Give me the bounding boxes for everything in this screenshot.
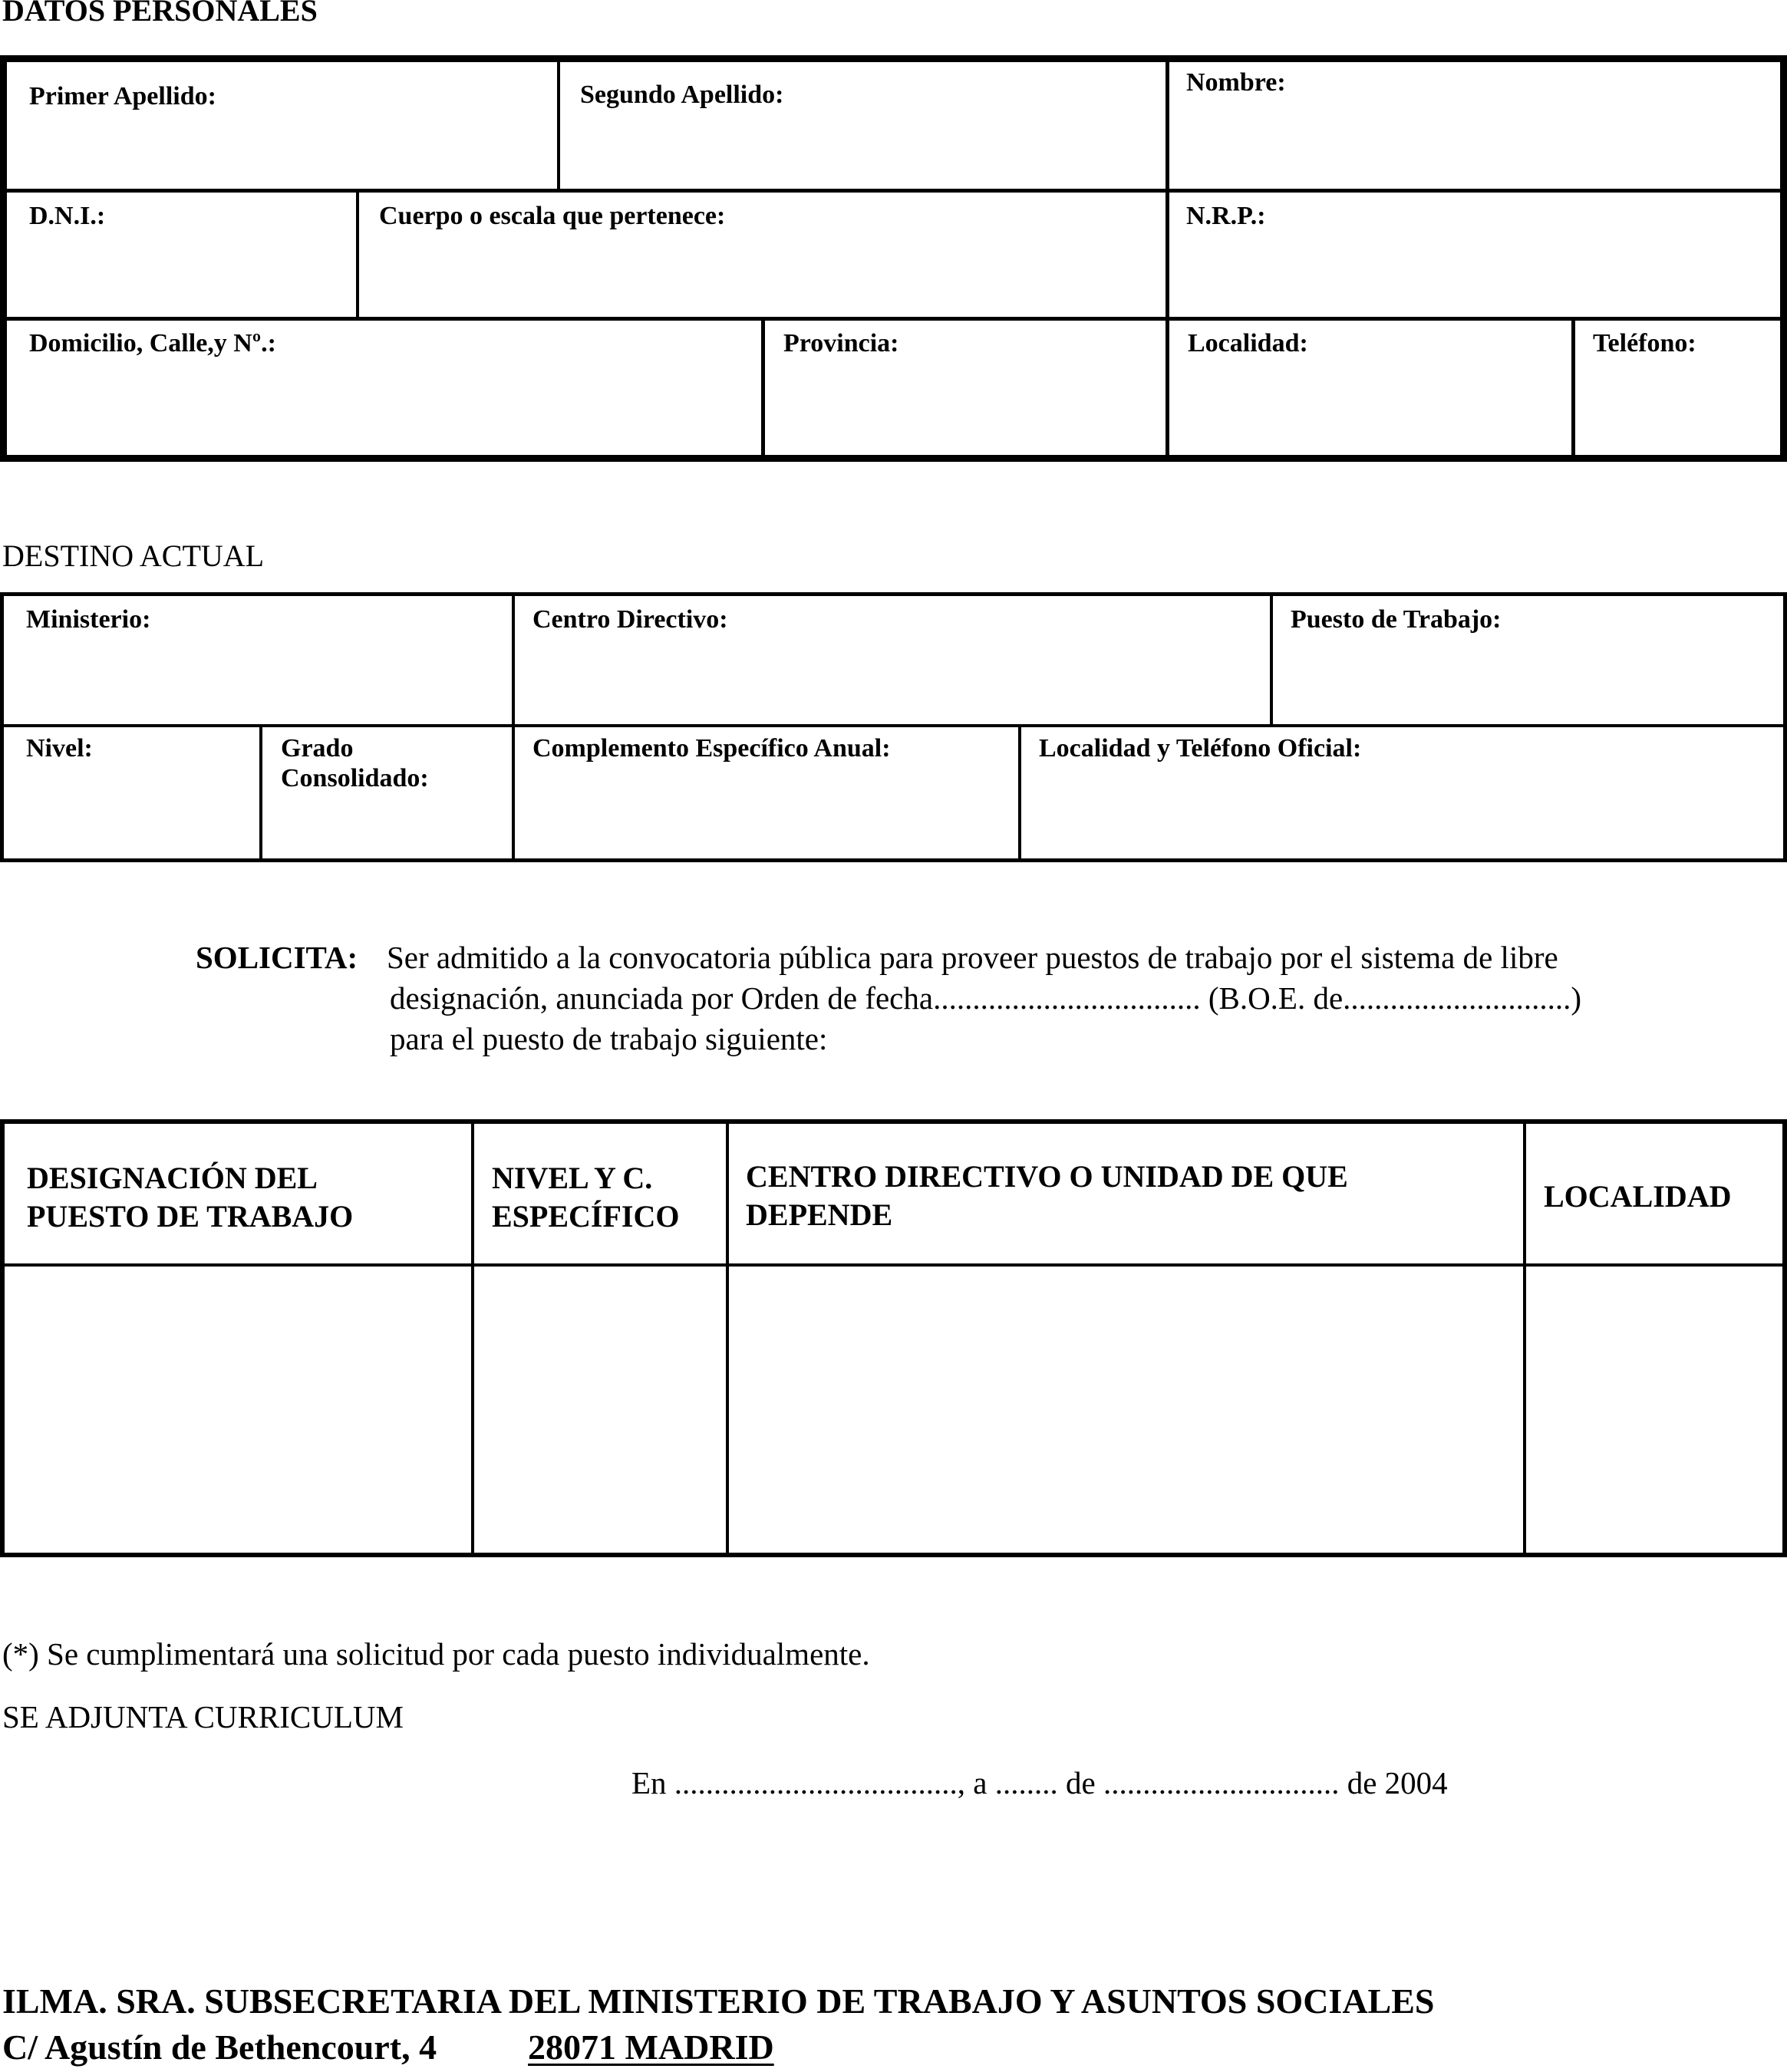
puesto-col-divider <box>1523 1123 1526 1553</box>
domicilio-field[interactable]: Domicilio, Calle,y Nº.: <box>29 329 276 357</box>
note-curriculum: SE ADJUNTA CURRICULUM <box>2 1699 404 1734</box>
puesto-trabajo-field[interactable]: Puesto de Trabajo: <box>1291 605 1502 634</box>
destino-actual-title: DESTINO ACTUAL <box>2 539 265 573</box>
solicita-line-1: Ser admitido a la convocatoria pública para proveer puestos de trabajo por el sistema de libre <box>387 940 1558 975</box>
nrp-field[interactable]: N.R.P.: <box>1186 202 1266 230</box>
grado-label-line2: Consolidado: <box>281 764 429 793</box>
cuerpo-escala-field[interactable]: Cuerpo o escala que pertenece: <box>379 202 726 230</box>
header-nivel <box>492 1159 680 1236</box>
header-centro-line2: DEPENDE <box>746 1197 893 1232</box>
puesto-col-divider <box>471 1123 474 1553</box>
cell-localidad-input[interactable] <box>1527 1267 1782 1551</box>
solicita-line-3: para el puesto de trabajo siguiente: <box>390 1021 828 1056</box>
primer-apellido-field[interactable]: Primer Apellido: <box>29 82 216 110</box>
provincia-field[interactable]: Provincia: <box>783 329 899 357</box>
localidad-telefono-oficial-field[interactable]: Localidad y Teléfono Oficial: <box>1039 734 1362 763</box>
cell-centro-input[interactable] <box>730 1267 1522 1551</box>
footer-city: 28071 MADRID <box>528 2028 774 2067</box>
header-localidad: LOCALIDAD <box>1544 1179 1732 1214</box>
complemento-especifico-field[interactable]: Complemento Específico Anual: <box>532 734 891 763</box>
header-nivel-line2: ESPECÍFICO <box>492 1199 680 1234</box>
footer-address: C/ Agustín de Bethencourt, 4 <box>2 2028 437 2067</box>
header-designacion <box>27 1159 353 1236</box>
date-line[interactable]: En ...................................., a ........ de .............................. de 2004 <box>631 1765 1448 1800</box>
telefono-field[interactable]: Teléfono: <box>1593 329 1696 357</box>
datos-personales-title: DATOS PERSONALES <box>2 0 318 28</box>
nivel-field[interactable]: Nivel: <box>26 734 93 763</box>
puesto-col-divider <box>726 1123 729 1553</box>
datos-personales-border <box>0 55 1787 462</box>
puesto-header-divider <box>4 1263 1783 1267</box>
solicita-label: SOLICITA: <box>196 940 358 975</box>
header-designacion-line1: DESIGNACIÓN DEL <box>27 1161 318 1195</box>
dp-row-divider-1 <box>6 189 1781 193</box>
solicita-line-2: designación, anunciada por Orden de fecha.................................. (B.O.E. de.............................) <box>390 980 1582 1016</box>
grado-consolidado-field[interactable] <box>261 724 429 794</box>
centro-directivo-field[interactable]: Centro Directivo: <box>532 605 728 634</box>
footer-recipient: ILMA. SRA. SUBSECRETARIA DEL MINISTERIO DE TRABAJO Y ASUNTOS SOCIALES <box>2 1981 1435 2021</box>
ministerio-field[interactable]: Ministerio: <box>26 605 151 634</box>
dni-field[interactable]: D.N.I.: <box>29 202 106 230</box>
note-solicitud: (*) Se cumplimentará una solicitud por cada puesto individualmente. <box>2 1636 870 1672</box>
header-centro <box>746 1158 1348 1234</box>
nombre-field[interactable]: Nombre: <box>1186 68 1286 97</box>
header-nivel-line1: NIVEL Y C. <box>492 1161 653 1195</box>
dp-col-divider <box>1166 61 1169 456</box>
header-centro-line1: CENTRO DIRECTIVO O UNIDAD DE QUE <box>746 1159 1348 1194</box>
grado-label-line1: Grado <box>281 734 354 763</box>
cell-designacion-input[interactable] <box>8 1267 470 1551</box>
segundo-apellido-field[interactable]: Segundo Apellido: <box>580 81 784 109</box>
cell-nivel-input[interactable] <box>475 1267 725 1551</box>
header-designacion-line2: PUESTO DE TRABAJO <box>27 1199 354 1234</box>
localidad-field[interactable]: Localidad: <box>1188 329 1308 357</box>
